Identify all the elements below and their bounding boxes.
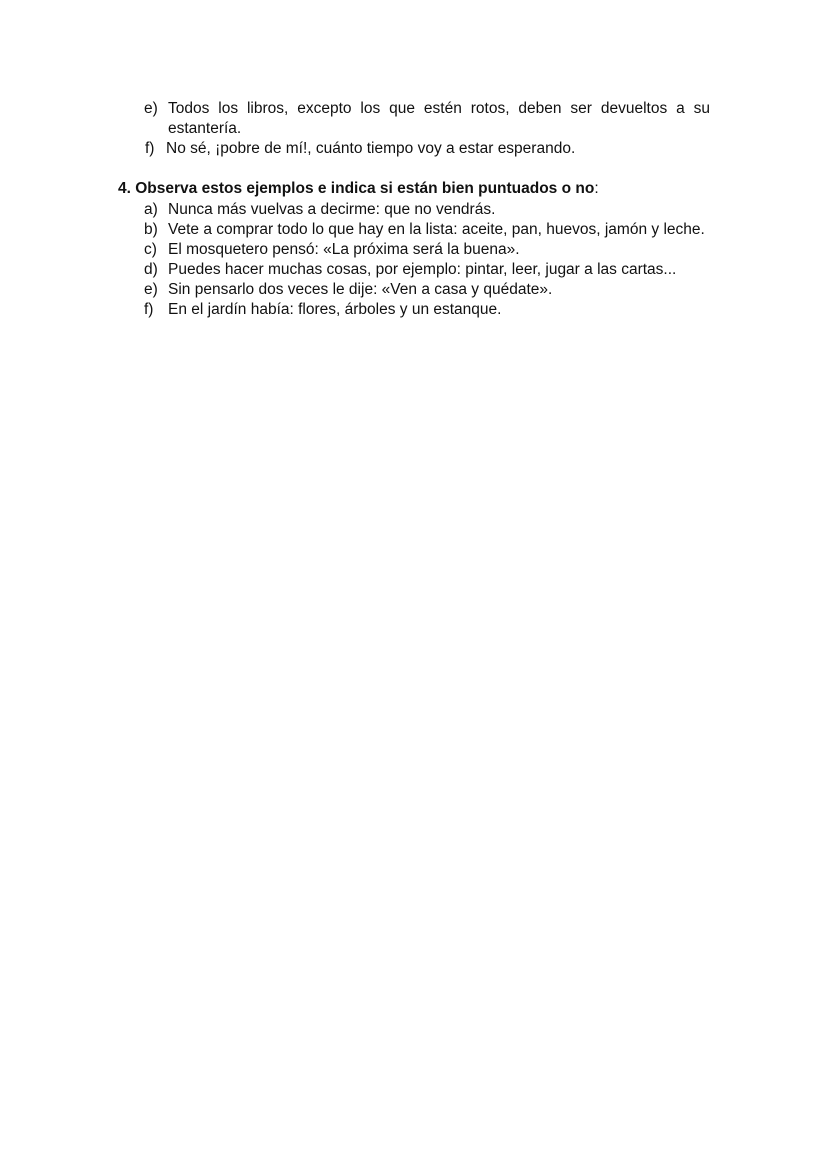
item-marker: d) <box>144 261 158 278</box>
list-item <box>0 260 710 280</box>
item-marker: e) <box>144 281 158 298</box>
item-text: Vete a comprar todo lo que hay en la lista: aceite, pan, huevos, jamón y leche. <box>168 221 705 238</box>
item-text: Nunca más vuelvas a decirme: que no vendrás. <box>168 201 496 218</box>
previous-exercise-list <box>0 99 710 159</box>
list-item <box>0 300 710 320</box>
question-4-heading-text: 4. Observa estos ejemplos e indica si están bien puntuados o no <box>118 180 595 197</box>
item-text: Sin pensarlo dos veces le dije: «Ven a casa y quédate». <box>168 281 553 298</box>
item-text: En el jardín había: flores, árboles y un estanque. <box>168 301 502 318</box>
list-item <box>0 200 710 220</box>
item-marker: f) <box>145 140 155 157</box>
item-marker: c) <box>144 241 157 258</box>
list-item <box>0 99 710 139</box>
list-item <box>0 139 710 159</box>
question-4-heading <box>118 179 718 199</box>
item-marker: e) <box>144 100 158 117</box>
item-text: Puedes hacer muchas cosas, por ejemplo: pintar, leer, jugar a las cartas... <box>168 261 677 278</box>
question-4-list <box>0 200 710 320</box>
item-text: Todos los libros, excepto los que estén rotos, deben ser devueltos a su estantería. <box>168 100 710 137</box>
list-item <box>0 220 710 240</box>
question-4-heading-colon: : <box>594 180 599 197</box>
item-marker: a) <box>144 201 158 218</box>
item-marker: b) <box>144 221 158 238</box>
item-text: No sé, ¡pobre de mí!, cuánto tiempo voy a estar esperando. <box>166 140 576 157</box>
item-text: El mosquetero pensó: «La próxima será la buena». <box>168 241 520 258</box>
list-item <box>0 280 710 300</box>
item-marker: f) <box>144 301 154 318</box>
list-item <box>0 240 710 260</box>
